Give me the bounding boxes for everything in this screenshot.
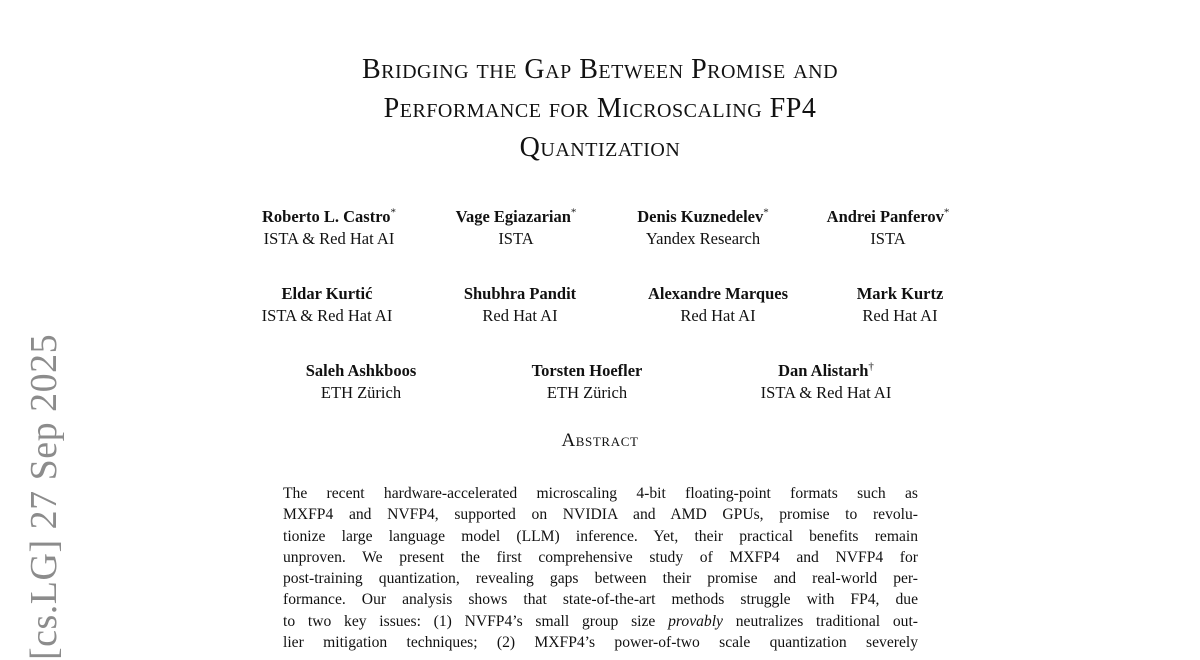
abstract-line: unproven. We present the first comprehensive study of MXFP4 and NVFP4 for bbox=[283, 548, 918, 566]
author-affiliation: Red Hat AI bbox=[482, 306, 558, 325]
abstract-heading: Abstract bbox=[561, 430, 639, 451]
author-mark: † bbox=[868, 360, 874, 373]
abstract-line: post-training quantization, revealing gaps between their promise and real-world per- bbox=[283, 570, 918, 588]
author-block bbox=[512, 360, 662, 404]
arxiv-stamp: [cs.LG] 27 Sep 2025 bbox=[23, 333, 65, 660]
abstract-line: lier mitigation techniques; (2) MXFP4’s power-of-two scale quantization severely bbox=[283, 634, 918, 652]
title-line-2: Performance for Microscaling FP4 bbox=[383, 93, 817, 124]
author-affiliation: ISTA & Red Hat AI bbox=[760, 383, 892, 402]
author-block bbox=[286, 360, 436, 404]
abstract-line-head: to two key issues: (1) NVFP4’s small group size bbox=[283, 612, 669, 630]
author-mark: * bbox=[570, 206, 577, 219]
author-block bbox=[812, 206, 964, 250]
abstract-body bbox=[283, 483, 918, 653]
author-row-3 bbox=[0, 360, 1200, 410]
author-name: Alexandre Marques bbox=[647, 284, 789, 303]
title-line-1: Bridging the Gap Between Promise and bbox=[361, 54, 839, 85]
author-affiliation: Red Hat AI bbox=[680, 306, 756, 325]
author-name: Dan Alistarh bbox=[778, 361, 869, 380]
abstract-line: MXFP4 and NVFP4, supported on NVIDIA and AMD GPUs, promise to revolu- bbox=[283, 506, 918, 524]
abstract-line: formance. Our analysis shows that state-of-the-art methods struggle with FP4, due bbox=[283, 591, 918, 609]
author-block bbox=[630, 283, 806, 327]
abstract-line bbox=[283, 611, 918, 632]
author-block bbox=[742, 360, 910, 404]
author-name: Denis Kuznedelev bbox=[637, 207, 764, 226]
author-mark: * bbox=[763, 206, 769, 219]
author-name: Torsten Hoefler bbox=[531, 361, 643, 380]
author-name: Eldar Kurtić bbox=[281, 284, 373, 303]
author-block bbox=[243, 206, 415, 250]
title-line-3: Quantization bbox=[519, 132, 681, 163]
author-affiliation: Yandex Research bbox=[645, 229, 761, 248]
abstract-line: tionize large language model (LLM) inference. Yet, their practical benefits remain bbox=[283, 527, 918, 545]
paper-title bbox=[200, 50, 1000, 167]
author-affiliation: ISTA bbox=[870, 229, 906, 248]
author-mark: * bbox=[943, 206, 950, 219]
author-block bbox=[620, 206, 786, 250]
author-affiliation: Red Hat AI bbox=[862, 306, 938, 325]
abstract-line: The recent hardware-accelerated microscaling 4-bit floating-point formats such as bbox=[283, 485, 918, 502]
abstract-emphasis: provably bbox=[668, 612, 723, 630]
author-name: Saleh Ashkboos bbox=[305, 361, 417, 380]
author-mark: * bbox=[390, 206, 396, 219]
author-block bbox=[448, 283, 592, 327]
author-affiliation: ETH Zürich bbox=[546, 383, 628, 402]
author-name: Shubhra Pandit bbox=[463, 284, 577, 303]
author-affiliation: ISTA bbox=[498, 229, 534, 248]
author-block bbox=[840, 283, 960, 327]
author-name: Vage Egiazarian bbox=[455, 207, 571, 226]
author-name: Andrei Panferov bbox=[826, 207, 944, 226]
author-affiliation: ISTA & Red Hat AI bbox=[261, 306, 393, 325]
author-name: Mark Kurtz bbox=[856, 284, 944, 303]
author-affiliation: ISTA & Red Hat AI bbox=[263, 229, 395, 248]
abstract-line-tail: neutralizes traditional out- bbox=[722, 612, 918, 630]
author-row-2 bbox=[0, 283, 1200, 333]
author-name: Roberto L. Castro bbox=[262, 207, 391, 226]
author-row-1 bbox=[0, 206, 1200, 256]
author-block bbox=[440, 206, 592, 250]
author-block bbox=[243, 283, 411, 327]
author-affiliation: ETH Zürich bbox=[320, 383, 402, 402]
